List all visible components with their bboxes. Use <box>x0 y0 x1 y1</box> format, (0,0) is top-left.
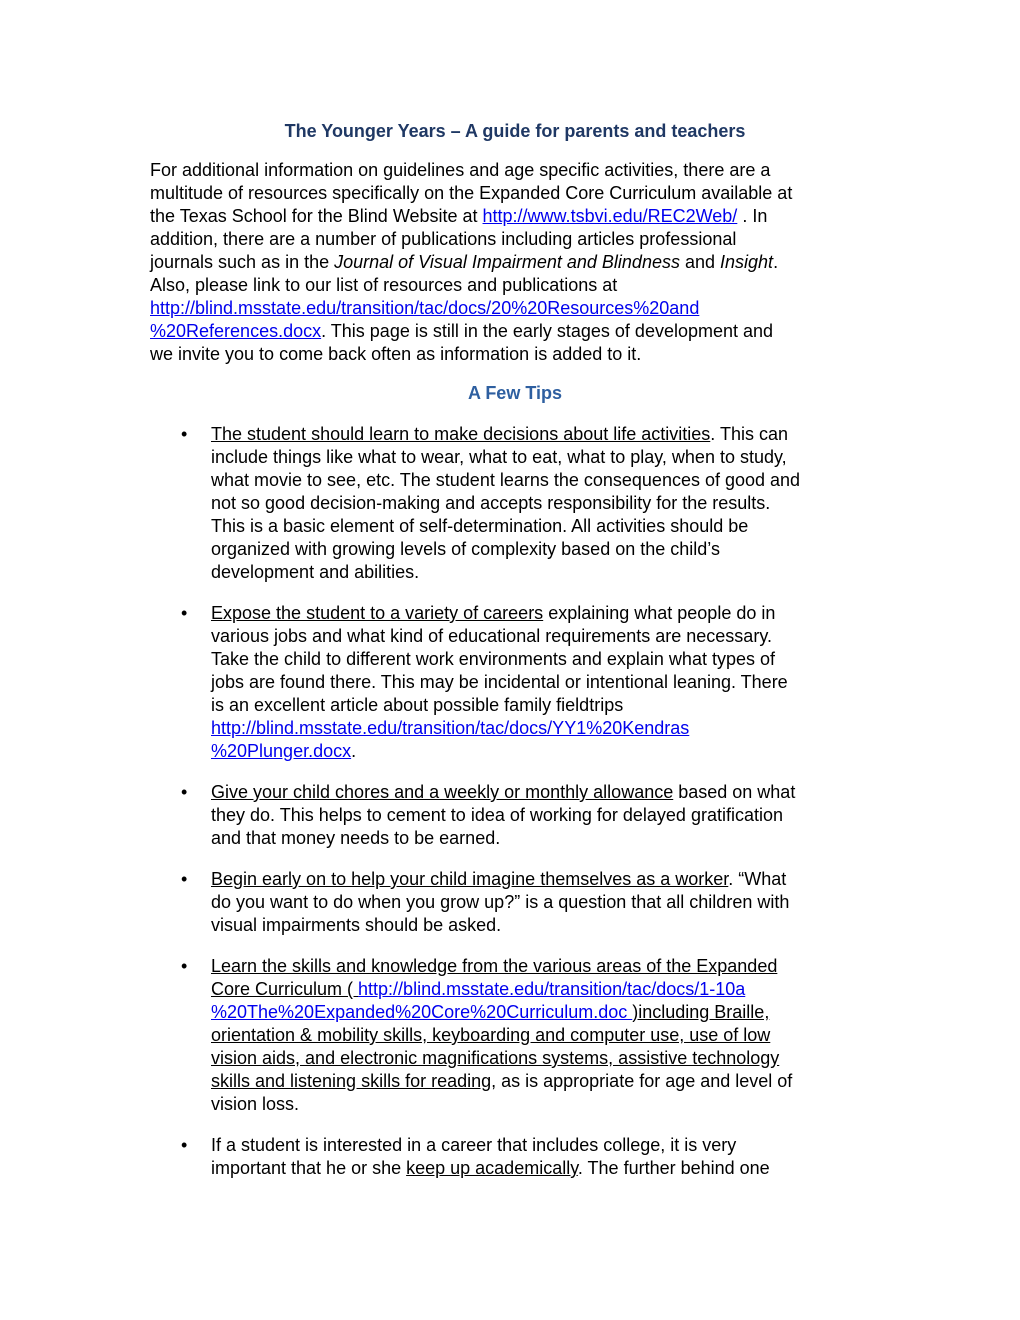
tip-emphasis: skills and listening skills for reading <box>211 1071 492 1091</box>
text-line: visual impairments should be asked. <box>211 915 502 935</box>
text: based on what <box>673 782 796 802</box>
text: , as is appropriate for age and level of <box>491 1071 793 1091</box>
tips-list <box>150 423 880 1180</box>
text-line: we invite you to come back often as information is added to it. <box>150 344 642 364</box>
text: . This page is still in the early stages of development and <box>321 321 774 341</box>
text-line <box>211 868 880 891</box>
text-line <box>211 1157 880 1180</box>
bullet-icon: • <box>181 603 188 623</box>
tip-item <box>150 868 880 937</box>
text-line <box>211 717 880 740</box>
text-line: multitude of resources specifically on the Expanded Core Curriculum available at <box>150 183 793 203</box>
bullet-icon: • <box>181 424 188 444</box>
text-line: If a student is interested in a career that includes college, it is very <box>211 1135 737 1155</box>
ecc-link-cont[interactable]: %20The%20Expanded%20Core%20Curriculum.doc <box>211 1002 633 1022</box>
text: and <box>679 252 721 272</box>
text-line: Learn the skills and knowledge from the various areas of the Expanded <box>211 956 778 976</box>
text-line: do you want to do when you grow up?” is a question that all children with <box>211 892 790 912</box>
text-line <box>211 1001 880 1024</box>
tsbvi-link[interactable]: http://www.tsbvi.edu/REC2Web/ <box>482 206 738 226</box>
page-title: The Younger Years – A guide for parents and teachers <box>284 121 746 141</box>
text-line: vision loss. <box>211 1094 300 1114</box>
text-line <box>211 978 880 1001</box>
text-line: not so good decision-making and accepts responsibility for the results. <box>211 493 771 513</box>
text-line: addition, there are a number of publications including articles professional <box>150 229 737 249</box>
tip-emphasis: Begin early on to help your child imagine themselves as a worker <box>211 869 729 889</box>
text-line <box>211 1070 880 1093</box>
text-line: orientation & mobility skills, keyboarding and computer use, use of low <box>211 1025 771 1045</box>
text-line <box>211 740 880 763</box>
text-line <box>150 320 880 343</box>
text-line: For additional information on guidelines and age specific activities, there are a <box>150 160 771 180</box>
tip-item <box>150 423 880 584</box>
text-line: is an excellent article about possible family fieldtrips <box>211 695 624 715</box>
tip-emphasis: Expose the student to a variety of careers <box>211 603 544 623</box>
tip-item <box>150 1134 880 1180</box>
fieldtrips-link[interactable]: http://blind.msstate.edu/transition/tac/docs/YY1%20Kendras <box>211 718 690 738</box>
tip-item <box>150 955 880 1116</box>
document-page <box>150 120 880 1198</box>
bullet-icon: • <box>181 782 188 802</box>
text-line: include things like what to wear, what to eat, what to play, when to study, <box>211 447 787 467</box>
tip-emphasis: keep up academically <box>406 1158 578 1178</box>
text-line: development and abilities. <box>211 562 420 582</box>
text-line: what movie to see, etc. The student learns the consequences of good and <box>211 470 801 490</box>
intro-paragraph <box>150 159 880 366</box>
resources-link[interactable]: http://blind.msstate.edu/transition/tac/docs/20%20Resources%20and <box>150 298 700 318</box>
text-line <box>211 781 880 804</box>
text: important that he or she <box>211 1158 407 1178</box>
tip-emphasis: Core Curriculum ( <box>211 979 359 999</box>
text: the Texas School for the Blind Website at <box>150 206 483 226</box>
text-line: This is a basic element of self-determination. All activities should be <box>211 516 749 536</box>
journal-title: Journal of Visual Impairment and Blindness <box>334 252 680 272</box>
text-line: jobs are found there. This may be incidental or intentional leaning. There <box>211 672 788 692</box>
text-line: Also, please link to our list of resources and publications at <box>150 275 618 295</box>
tip-emphasis: The student should learn to make decisions about life activities <box>211 424 711 444</box>
tip-item <box>150 602 880 763</box>
text-line <box>150 251 880 274</box>
text-line: various jobs and what kind of educational requirements are necessary. <box>211 626 772 646</box>
bullet-icon: • <box>181 956 188 976</box>
ecc-link[interactable]: http://blind.msstate.edu/transition/tac/docs/1-10a <box>358 979 746 999</box>
text-line: vision aids, and electronic magnifications systems, assistive technology <box>211 1048 780 1068</box>
text-line: Take the child to different work environments and explain what types of <box>211 649 775 669</box>
tip-item <box>150 781 880 850</box>
text-line <box>150 297 880 320</box>
fieldtrips-link-cont[interactable]: %20Plunger.docx <box>211 741 352 761</box>
bullet-icon: • <box>181 869 188 889</box>
text: . <box>351 741 357 761</box>
text: . “What <box>728 869 787 889</box>
tips-heading: A Few Tips <box>467 383 563 403</box>
tip-emphasis: )including Braille, <box>632 1002 770 1022</box>
text-line: and that money needs to be earned. <box>211 828 501 848</box>
text-line: organized with growing levels of complexity based on the child’s <box>211 539 720 559</box>
bullet-icon: • <box>181 1135 188 1155</box>
text: . The further behind one <box>577 1158 770 1178</box>
text: . In <box>737 206 768 226</box>
text-line <box>150 205 880 228</box>
tip-emphasis: Give your child chores and a weekly or monthly allowance <box>211 782 674 802</box>
journal-title: Insight <box>720 252 774 272</box>
text: . This can <box>710 424 788 444</box>
text: explaining what people do in <box>543 603 776 623</box>
text: . <box>773 252 779 272</box>
text-line: they do. This helps to cement to idea of working for delayed gratification <box>211 805 783 825</box>
text: journals such as in the <box>150 252 335 272</box>
text-line <box>211 602 880 625</box>
resources-link-cont[interactable]: %20References.docx <box>150 321 322 341</box>
text-line <box>211 423 880 446</box>
